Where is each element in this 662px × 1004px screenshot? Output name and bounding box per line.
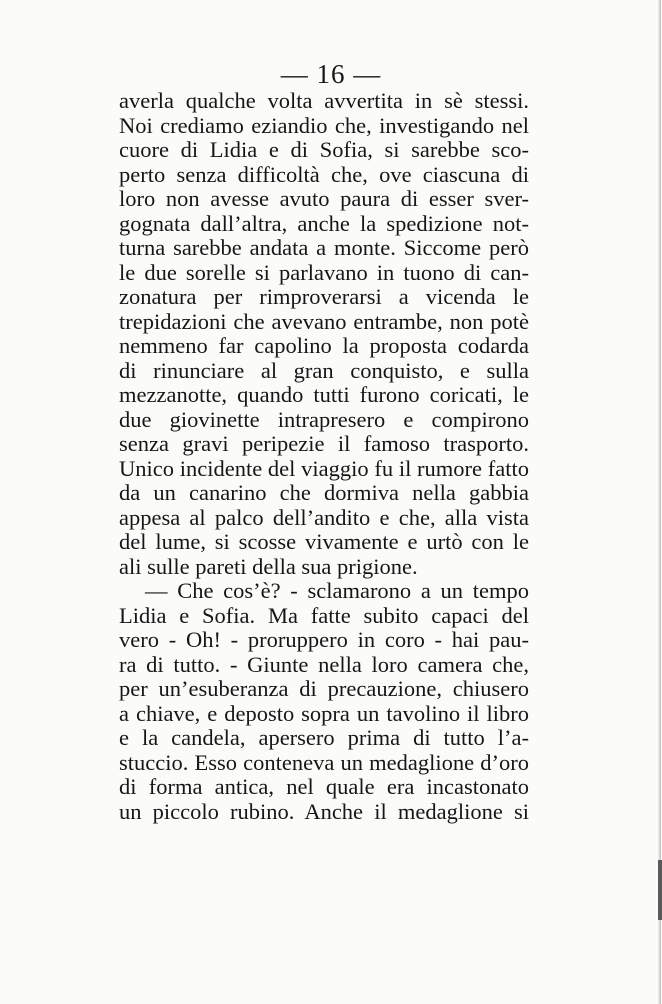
- text-line: turna sarebbe andata a monte. Siccome però: [119, 236, 529, 260]
- text-line: perto senza difficoltà che, ove ciascuna di: [119, 162, 529, 187]
- page-number: — 16 —: [280, 59, 382, 89]
- text-line: Noi crediamo eziandio che, investigando nel: [119, 113, 529, 138]
- text-line: ra di tutto. - Giunte nella loro camera che,: [119, 652, 529, 677]
- page-edge-mark: [658, 860, 662, 920]
- text-line: da un canarino che dormiva nella gabbia: [119, 481, 529, 505]
- body-text: [119, 89, 529, 824]
- text-line: Lidia e Sofia. Ma fatte subito capaci del: [119, 603, 529, 628]
- text-line: di forma antica, nel quale era incastonato: [119, 775, 529, 799]
- text-line: cuore di Lidia e di Sofia, si sarebbe sco-: [119, 138, 529, 162]
- text-line: gognata dall’altra, anche la spedizione not-: [119, 211, 529, 236]
- text-line: mezzanotte, quando tutti furono coricati, le: [119, 383, 529, 407]
- text-line: averla qualche volta avvertita in sè stessi.: [119, 89, 529, 113]
- text-line: appesa al palco dell’andito e che, alla vista: [119, 505, 529, 530]
- text-line: un piccolo rubino. Anche il medaglione si: [119, 799, 529, 824]
- text-line: due giovinette intrapresero e compirono: [119, 407, 529, 432]
- text-line: nemmeno far capolino la proposta codarda: [119, 334, 529, 358]
- text-line: per un’esuberanza di precauzione, chiusero: [119, 677, 529, 701]
- text-line: vero - Oh! - proruppero in coro - hai pau-: [119, 628, 529, 652]
- text-line: e la candela, apersero prima di tutto l’a-: [119, 726, 529, 750]
- text-line: trepidazioni che avevano entrambe, non potè: [119, 309, 529, 334]
- text-line: — Che cos’è? - sclamarono a un tempo: [145, 579, 529, 603]
- text-line: stuccio. Esso conteneva un medaglione d’oro: [119, 750, 529, 775]
- text-line: ali sulle pareti della sua prigione.: [119, 554, 418, 579]
- text-line: Unico incidente del viaggio fu il rumore fatto: [119, 456, 529, 481]
- text-line: zonatura per rimproverarsi a vicenda le: [119, 285, 529, 309]
- text-line: loro non avesse avuto paura di esser sver-: [119, 187, 529, 211]
- page-edge-shadow: [658, 0, 661, 1004]
- text-line: a chiave, e deposto sopra un tavolino il libro: [119, 701, 529, 726]
- text-line: di rinunciare al gran conquisto, e sulla: [119, 358, 529, 383]
- text-line: del lume, si scosse vivamente e urtò con le: [119, 530, 529, 554]
- text-line: senza gravi peripezie il famoso trasporto.: [119, 432, 529, 456]
- text-line: le due sorelle si parlavano in tuono di can-: [119, 260, 529, 285]
